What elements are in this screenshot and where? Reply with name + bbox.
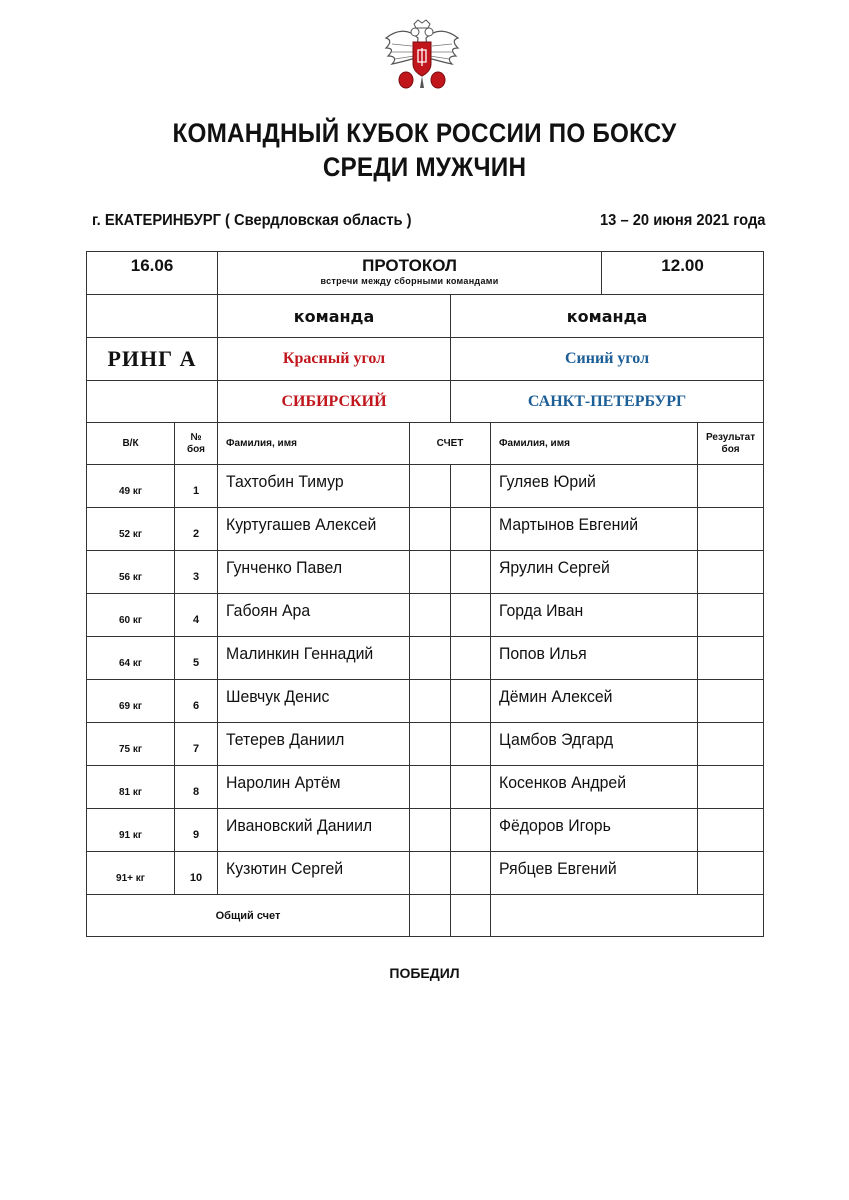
red-boxer-name: Куртугашев Алексей — [218, 508, 410, 551]
weight-class: 49 кг — [87, 465, 175, 508]
score-blue — [451, 508, 491, 551]
score-red — [410, 723, 451, 766]
score-red — [410, 508, 451, 551]
red-boxer-name: Тетерев Даниил — [218, 723, 410, 766]
bout-result — [698, 680, 764, 723]
table-row — [87, 723, 764, 766]
empty-cell — [491, 895, 764, 937]
weight-class: 91+ кг — [87, 852, 175, 895]
table-row — [87, 594, 764, 637]
score-red — [410, 594, 451, 637]
bout-number: 2 — [175, 508, 218, 551]
blue-boxer-name: Гуляев Юрий — [491, 465, 698, 508]
blue-boxer-name: Дёмин Алексей — [491, 680, 698, 723]
blue-boxer-name: Горда Иван — [491, 594, 698, 637]
page-title-line1: КОМАНДНЫЙ КУБОК РОССИИ ПО БОКСУ — [172, 118, 677, 148]
bout-result — [698, 508, 764, 551]
bout-number: 10 — [175, 852, 218, 895]
protocol-table — [86, 251, 764, 937]
bout-number: 1 — [175, 465, 218, 508]
bout-number: 9 — [175, 809, 218, 852]
total-score-red — [410, 895, 451, 937]
col-name-left: Фамилия, имя — [218, 423, 410, 465]
eagle-emblem-icon — [382, 18, 462, 94]
table-row — [87, 637, 764, 680]
blue-boxer-name: Рябцев Евгений — [491, 852, 698, 895]
table-row — [87, 766, 764, 809]
total-score-blue — [451, 895, 491, 937]
protocol-title: ПРОТОКОЛ — [362, 256, 457, 275]
blue-boxer-name: Цамбов Эдгард — [491, 723, 698, 766]
bout-result — [698, 465, 764, 508]
score-blue — [451, 680, 491, 723]
bout-time: 12.00 — [602, 252, 764, 295]
bout-result — [698, 594, 764, 637]
bout-rows — [87, 465, 764, 895]
blue-boxer-name: Ярулин Сергей — [491, 551, 698, 594]
score-red — [410, 680, 451, 723]
col-weight: В/К — [87, 423, 175, 465]
blue-corner-label: Синий угол — [451, 338, 764, 381]
bout-number: 7 — [175, 723, 218, 766]
score-blue — [451, 809, 491, 852]
bout-result — [698, 637, 764, 680]
col-name-right: Фамилия, имя — [491, 423, 698, 465]
table-row — [87, 852, 764, 895]
weight-class: 56 кг — [87, 551, 175, 594]
score-blue — [451, 766, 491, 809]
score-red — [410, 809, 451, 852]
table-row — [87, 465, 764, 508]
red-boxer-name: Габоян Ара — [218, 594, 410, 637]
bout-result — [698, 723, 764, 766]
red-boxer-name: Ивановский Даниил — [218, 809, 410, 852]
col-result: Результат боя — [698, 423, 764, 465]
red-boxer-name: Малинкин Геннадий — [218, 637, 410, 680]
col-score: СЧЕТ — [410, 423, 491, 465]
score-red — [410, 551, 451, 594]
empty-cell — [87, 381, 218, 423]
weight-class: 75 кг — [87, 723, 175, 766]
event-location: г. ЕКАТЕРИНБУРГ ( Свердловская область ) — [92, 212, 412, 229]
weight-class: 52 кг — [87, 508, 175, 551]
team-label-left: команда — [218, 295, 451, 338]
bout-result — [698, 766, 764, 809]
red-boxer-name: Шевчук Денис — [218, 680, 410, 723]
table-row — [87, 680, 764, 723]
col-bout-number: № боя — [175, 423, 218, 465]
score-blue — [451, 637, 491, 680]
weight-class: 64 кг — [87, 637, 175, 680]
score-red — [410, 637, 451, 680]
weight-class: 69 кг — [87, 680, 175, 723]
red-boxer-name: Кузютин Сергей — [218, 852, 410, 895]
blue-boxer-name: Попов Илья — [491, 637, 698, 680]
bout-result — [698, 551, 764, 594]
score-blue — [451, 551, 491, 594]
score-blue — [451, 465, 491, 508]
table-row — [87, 809, 764, 852]
bout-number: 5 — [175, 637, 218, 680]
weight-class: 91 кг — [87, 809, 175, 852]
bout-number: 8 — [175, 766, 218, 809]
ring-label: РИНГ А — [87, 338, 218, 381]
red-boxer-name: Наролин Артём — [218, 766, 410, 809]
red-corner-label: Красный угол — [218, 338, 451, 381]
empty-cell — [87, 295, 218, 338]
page-title-line2: СРЕДИ МУЖЧИН — [322, 152, 527, 182]
score-blue — [451, 594, 491, 637]
bout-number: 4 — [175, 594, 218, 637]
table-row — [87, 508, 764, 551]
weight-class: 60 кг — [87, 594, 175, 637]
event-dates: 13 – 20 июня 2021 года — [600, 212, 766, 229]
score-red — [410, 465, 451, 508]
red-boxer-name: Тахтобин Тимур — [218, 465, 410, 508]
table-row — [87, 551, 764, 594]
bout-result — [698, 852, 764, 895]
score-blue — [451, 852, 491, 895]
score-blue — [451, 723, 491, 766]
red-boxer-name: Гунченко Павел — [218, 551, 410, 594]
blue-team-name: САНКТ-ПЕТЕРБУРГ — [451, 381, 764, 423]
total-score-label: Общий счет — [87, 895, 410, 937]
score-red — [410, 852, 451, 895]
bout-number: 6 — [175, 680, 218, 723]
protocol-subtitle: встречи между сборными командами — [320, 276, 499, 286]
bout-date: 16.06 — [87, 252, 218, 295]
winner-label: ПОБЕДИЛ — [389, 965, 460, 981]
bout-result — [698, 809, 764, 852]
blue-boxer-name: Фёдоров Игорь — [491, 809, 698, 852]
bout-number: 3 — [175, 551, 218, 594]
weight-class: 81 кг — [87, 766, 175, 809]
score-red — [410, 766, 451, 809]
blue-boxer-name: Косенков Андрей — [491, 766, 698, 809]
red-team-name: СИБИРСКИЙ — [218, 381, 451, 423]
blue-boxer-name: Мартынов Евгений — [491, 508, 698, 551]
team-label-right: команда — [451, 295, 764, 338]
protocol-header — [218, 252, 602, 295]
